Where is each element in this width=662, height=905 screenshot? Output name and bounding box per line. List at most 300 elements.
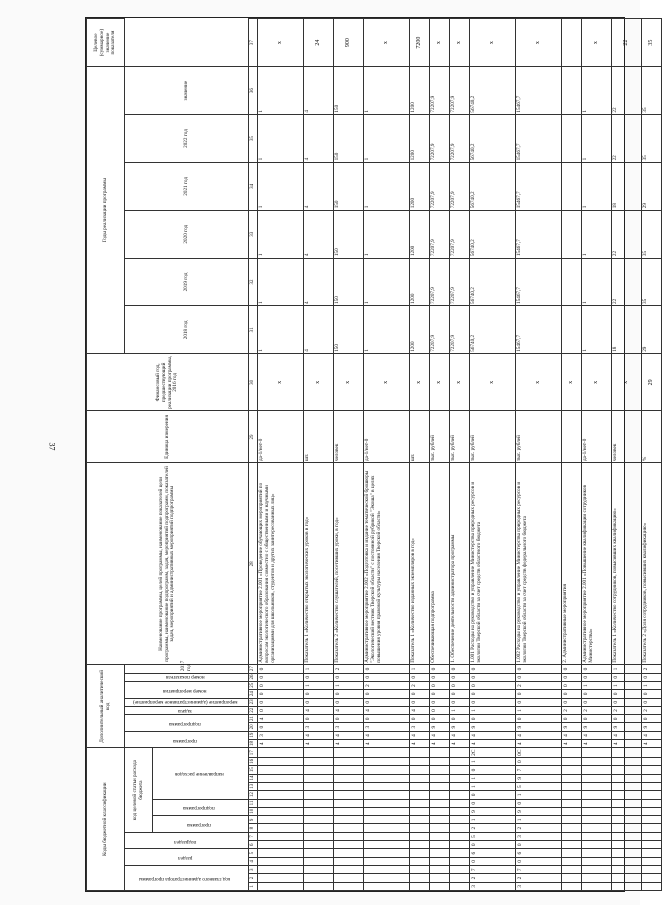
column-number: 36 <box>249 67 258 115</box>
code-digit <box>409 857 429 865</box>
row-year-value: 1 <box>363 115 409 163</box>
code-digit <box>611 766 641 774</box>
row-year-value: 1 <box>257 210 303 258</box>
code-digit <box>561 748 581 758</box>
code-digit <box>257 857 303 865</box>
column-number: 1 <box>249 882 258 890</box>
column-number: 22 <box>249 706 258 714</box>
column-number: 33 <box>249 210 258 258</box>
column-number: 23 <box>249 698 258 706</box>
code-digit: 0 <box>611 673 641 681</box>
column-number: 13 <box>249 782 258 790</box>
code-digit <box>429 874 449 882</box>
code-digit: 2 <box>363 681 409 689</box>
code-digit <box>449 782 469 790</box>
code-digit <box>409 799 429 807</box>
code-digit: 0 <box>581 698 611 706</box>
page-number: 37 <box>47 442 57 451</box>
code-digit: 4 <box>429 740 449 748</box>
code-digit <box>409 748 429 758</box>
row-year-value: 15467,7 <box>515 258 561 306</box>
code-digit: 9 <box>561 723 581 731</box>
code-digit <box>303 791 333 799</box>
code-digit: 7 <box>515 866 561 874</box>
column-number: 12 <box>249 791 258 799</box>
code-digit: 9 <box>449 723 469 731</box>
code-digit: 0 <box>469 698 515 706</box>
column-number: 7 <box>249 832 258 840</box>
code-digit: 0 <box>641 690 661 698</box>
code-digit <box>641 799 661 807</box>
year-2020-header: 2020 год <box>125 210 249 258</box>
code-digit: 0 <box>257 690 303 698</box>
code-digit: 4 <box>611 731 641 739</box>
row-year-value: 56740,2 <box>469 67 515 115</box>
code-digit <box>257 791 303 799</box>
code-digit <box>449 841 469 849</box>
code-digit <box>641 774 661 782</box>
code-digit: 0 <box>581 690 611 698</box>
code-digit: 0 <box>257 698 303 706</box>
code-digit <box>409 824 429 832</box>
years-group-header: Годы реализации программы <box>87 67 125 354</box>
code-digit <box>581 807 611 815</box>
code-digit: 0 <box>429 715 449 723</box>
code-digit <box>409 791 429 799</box>
code-digit: 0 <box>469 799 515 807</box>
table-sheet <box>85 17 654 892</box>
row-year-value: 1 <box>257 67 303 115</box>
table-row <box>581 19 611 891</box>
row-year-value: 150 <box>333 115 363 163</box>
code-digit <box>581 882 611 890</box>
code-digit: 4 <box>333 731 363 739</box>
code-digit <box>257 766 303 774</box>
row-target-value: 22 <box>611 19 641 67</box>
code-digit <box>303 824 333 832</box>
code-digit: 2С <box>469 748 515 758</box>
row-year-value: 22 <box>611 67 641 115</box>
code-digit <box>611 849 641 857</box>
row-year-value <box>561 210 581 258</box>
code-digit <box>429 758 449 766</box>
code-digit <box>561 758 581 766</box>
column-number: 3 <box>249 866 258 874</box>
code-digit <box>641 748 661 758</box>
row-fin-year-value: x <box>257 354 303 411</box>
row-unit: человек <box>333 411 363 463</box>
row-year-value: 1 <box>257 306 303 354</box>
code-digit <box>429 866 449 874</box>
code-digit <box>257 816 303 824</box>
year-2021-header: 2021 год <box>125 162 249 210</box>
row-name: Показатель 1 «Количество сотрудников, повысивших квалификацию» <box>611 463 641 665</box>
code-digit <box>581 832 611 840</box>
code-digit: 0 <box>449 665 469 673</box>
code-digit <box>641 791 661 799</box>
subprogram-code-sub-header: подпрограмма <box>153 799 249 816</box>
budget-codes-header: Коды бюджетной классификации <box>87 748 125 891</box>
row-name: Административное мероприятие 2.001 «Повышение квалификации сотрудников Министерства» <box>581 463 611 665</box>
code-digit <box>581 824 611 832</box>
code-digit: 1 <box>641 681 661 689</box>
code-digit <box>257 824 303 832</box>
column-number: 34 <box>249 162 258 210</box>
column-number: 5 <box>249 849 258 857</box>
code-digit: 4 <box>581 740 611 748</box>
row-year-value: 72207,9 <box>429 115 449 163</box>
year-2018-header: 2018 год <box>125 306 249 354</box>
table-row <box>429 19 449 891</box>
code-digit: 0 <box>561 681 581 689</box>
code-digit <box>449 758 469 766</box>
code-digit: 0 <box>469 841 515 849</box>
code-digit <box>333 807 363 815</box>
code-digit <box>561 791 581 799</box>
code-digit <box>257 748 303 758</box>
code-digit <box>611 748 641 758</box>
row-target-value: 900 <box>333 19 363 67</box>
row-target-value: x <box>469 19 515 67</box>
code-digit: 9 <box>469 723 515 731</box>
row-year-value: 22 <box>611 115 641 163</box>
code-digit <box>409 849 429 857</box>
code-digit <box>429 824 449 832</box>
row-year-value: 150 <box>333 162 363 210</box>
code-digit <box>303 841 333 849</box>
code-digit: 0 <box>429 681 449 689</box>
code-digit: 1 <box>303 665 333 673</box>
row-year-value: 72207,9 <box>449 67 469 115</box>
code-digit <box>611 816 641 824</box>
code-digit <box>641 874 661 882</box>
code-digit <box>641 832 661 840</box>
rotated-table-container <box>86 18 654 891</box>
code-digit: 4 <box>469 740 515 748</box>
row-year-value: 35 <box>641 258 661 306</box>
code-digit: 2 <box>469 874 515 882</box>
row-year-value: 1200 <box>409 258 429 306</box>
row-unit: % <box>641 411 661 463</box>
code-digit <box>429 774 449 782</box>
program-code-header: Дополнительный аналитический код <box>87 665 125 748</box>
code-digit: 0 <box>257 723 303 731</box>
code-digit <box>581 816 611 824</box>
code-digit: 9 <box>581 723 611 731</box>
code-digit <box>561 874 581 882</box>
column-number: 37 <box>249 19 258 67</box>
subprogram-header: подпрограмма <box>125 715 249 732</box>
code-digit: 0 <box>515 715 561 723</box>
code-digit <box>611 841 641 849</box>
code-digit <box>561 782 581 790</box>
code-digit <box>641 766 661 774</box>
code-digit <box>363 857 409 865</box>
code-digit <box>409 766 429 774</box>
code-digit: 0С <box>515 748 561 758</box>
row-year-value: 1 <box>581 162 611 210</box>
code-digit <box>561 816 581 824</box>
code-digit <box>449 791 469 799</box>
row-target-value: x <box>515 19 561 67</box>
row-name: Показатель 2 «Доля сотрудников, повысивших квалификацию» <box>641 463 661 665</box>
code-digit: 4 <box>303 731 333 739</box>
code-digit <box>561 799 581 807</box>
row-name: Административное мероприятие 2.001 «Проведение обучающих мероприятий по вопросам экологического образования совместно с общественными и научными организациями для школьников, студентов и других заинтересованных лиц» <box>257 463 303 665</box>
column-number: 30 <box>249 354 258 411</box>
code-digit: 0 <box>449 673 469 681</box>
code-digit: 4 <box>257 715 303 723</box>
code-digit <box>409 832 429 840</box>
code-digit: 2 <box>515 681 561 689</box>
code-digit: 4 <box>449 731 469 739</box>
code-digit: 1 <box>515 706 561 714</box>
code-digit <box>641 782 661 790</box>
code-digit: 0 <box>429 690 449 698</box>
row-year-value: 29 <box>641 306 661 354</box>
code-digit <box>611 832 641 840</box>
code-digit <box>257 874 303 882</box>
row-target-value: x <box>363 19 409 67</box>
code-digit <box>429 791 449 799</box>
code-digit <box>333 832 363 840</box>
code-digit <box>363 799 409 807</box>
code-digit <box>257 849 303 857</box>
row-fin-year-value: x <box>333 354 363 411</box>
code-digit: 1 <box>469 816 515 824</box>
row-year-value: 56740,2 <box>469 162 515 210</box>
code-digit: 4 <box>303 706 333 714</box>
row-year-value <box>561 115 581 163</box>
code-digit <box>303 816 333 824</box>
code-digit <box>333 882 363 890</box>
code-digit <box>409 807 429 815</box>
column-number: 9 <box>249 816 258 824</box>
code-digit <box>409 816 429 824</box>
code-digit <box>449 882 469 890</box>
column-number: 21 <box>249 715 258 723</box>
code-digit: 0 <box>515 841 561 849</box>
code-digit <box>409 774 429 782</box>
row-unit: человек <box>611 411 641 463</box>
code-digit: 1 <box>333 681 363 689</box>
code-digit: 5 <box>469 832 515 840</box>
column-number: 28 <box>249 463 258 665</box>
code-digit <box>429 799 449 807</box>
code-digit: 0 <box>469 681 515 689</box>
code-digit: 4 <box>641 740 661 748</box>
code-digit: 3 <box>409 723 429 731</box>
column-number: 24 <box>249 690 258 698</box>
code-digit: 0 <box>469 857 515 865</box>
code-digit <box>449 849 469 857</box>
code-digit <box>561 849 581 857</box>
row-year-value: 1200 <box>409 67 429 115</box>
code-digit <box>333 782 363 790</box>
code-digit: 0 <box>515 857 561 865</box>
code-digit: 0 <box>469 673 515 681</box>
code-digit: 2 <box>515 824 561 832</box>
row-unit: да-1/нет-0 <box>581 411 611 463</box>
code-digit <box>641 816 661 824</box>
row-year-value: 1 <box>363 258 409 306</box>
code-digit: 0 <box>641 698 661 706</box>
code-digit <box>363 807 409 815</box>
row-unit: да-1/нет-0 <box>257 411 303 463</box>
row-year-value: 1 <box>257 162 303 210</box>
code-digit <box>561 841 581 849</box>
code-digit <box>611 782 641 790</box>
code-digit: 4 <box>515 740 561 748</box>
column-number: 17 <box>249 748 258 758</box>
code-digit: 4 <box>303 740 333 748</box>
code-digit: 0 <box>515 665 561 673</box>
code-digit <box>303 882 333 890</box>
row-year-value: 72207,9 <box>429 306 449 354</box>
code-digit <box>409 882 429 890</box>
code-digit: 1 <box>515 791 561 799</box>
code-digit: 0 <box>303 673 333 681</box>
code-digit <box>303 758 333 766</box>
row-name: 1.001 Расходы на руководство и управление Министерства природных ресурсов и экологии Тверской области за счет средств областного бюджета <box>469 463 515 665</box>
code-digit <box>561 832 581 840</box>
column-number: 27 <box>249 665 258 673</box>
code-digit: 0 <box>363 673 409 681</box>
code-digit: 1 <box>469 774 515 782</box>
code-digit <box>409 874 429 882</box>
code-digit <box>581 866 611 874</box>
column-number: 4 <box>249 857 258 865</box>
table-row <box>303 19 333 891</box>
naming-header: Наименование программы, целей программы, наименование показателей цели программы, наименование подпрограмм, задач, мероприятий подпрограмм, показателей задач, мероприятий и административных мероприятий подпрограммы <box>87 463 249 665</box>
code-digit: 9 <box>641 723 661 731</box>
row-unit <box>561 411 581 463</box>
code-digit: 2 <box>469 824 515 832</box>
code-digit: 0 <box>469 690 515 698</box>
row-name: Административное мероприятие 2.002 «Подготовка и издание тематической брошюры "Экологический вестник Тверской области" с постоянной рубрикой "Экоша" в целях повышения уровня правовой культуры населения Тверской области» <box>363 463 409 665</box>
column-number: 20 <box>249 723 258 731</box>
code-digit: 0 <box>429 665 449 673</box>
row-year-value: 22 <box>611 258 641 306</box>
code-digit: 1 <box>611 681 641 689</box>
code-digit: 0 <box>469 766 515 774</box>
row-fin-year-value: x <box>611 354 641 411</box>
code-digit: 4 <box>449 740 469 748</box>
code-digit <box>303 774 333 782</box>
code-digit <box>611 866 641 874</box>
code-digit <box>303 874 333 882</box>
row-year-value: 22 <box>611 210 641 258</box>
code-digit <box>581 799 611 807</box>
code-digit <box>611 882 641 890</box>
row-year-value: 15467,7 <box>515 306 561 354</box>
row-unit: да-1/нет-0 <box>363 411 409 463</box>
code-digit <box>611 857 641 865</box>
row-target-value: x <box>581 19 611 67</box>
row-year-value <box>561 306 581 354</box>
code-digit: 0 <box>561 698 581 706</box>
code-digit: 4 <box>561 731 581 739</box>
target-item-header: код целевой статьи расхода бюджета <box>125 748 153 832</box>
code-digit: 0 <box>469 715 515 723</box>
code-digit <box>449 774 469 782</box>
code-digit: 2 <box>515 874 561 882</box>
code-digit <box>363 766 409 774</box>
code-digit: 0 <box>303 698 333 706</box>
code-digit: 1 <box>611 665 641 673</box>
code-digit <box>561 824 581 832</box>
code-digit <box>611 824 641 832</box>
code-digit: 6 <box>515 849 561 857</box>
code-digit <box>257 841 303 849</box>
code-digit: 4 <box>409 706 429 714</box>
code-digit <box>333 857 363 865</box>
code-digit: 0 <box>469 791 515 799</box>
code-digit <box>429 807 449 815</box>
column-number: 2 <box>249 874 258 882</box>
code-digit <box>611 874 641 882</box>
row-name: Показатель 2 «Количество слушателей, посетивших уроки, в год» <box>333 463 363 665</box>
code-digit <box>409 758 429 766</box>
code-digit <box>429 748 449 758</box>
row-year-value: 1200 <box>409 115 429 163</box>
column-numbers-row <box>249 19 258 891</box>
code-digit <box>363 882 409 890</box>
code-digit <box>429 857 449 865</box>
row-fin-year-value: x <box>409 354 429 411</box>
code-digit <box>333 849 363 857</box>
code-digit: 9 <box>469 807 515 815</box>
code-digit <box>409 782 429 790</box>
row-year-value: 1 <box>581 67 611 115</box>
table-row <box>257 19 303 891</box>
code-digit <box>429 882 449 890</box>
direction-header: направление расходов <box>153 748 249 799</box>
code-digit: 3 <box>515 882 561 890</box>
row-year-value <box>561 67 581 115</box>
row-target-value: x <box>429 19 449 67</box>
code-digit <box>333 874 363 882</box>
row-year-value: 72207,9 <box>429 162 449 210</box>
code-digit <box>641 857 661 865</box>
row-year-value: 15467,7 <box>515 115 561 163</box>
code-digit: 4 <box>581 731 611 739</box>
code-digit: 0 <box>515 698 561 706</box>
code-digit <box>449 866 469 874</box>
code-digit: 0 <box>363 715 409 723</box>
row-year-value: 1 <box>581 306 611 354</box>
table-row <box>561 19 581 891</box>
code-digit <box>333 816 363 824</box>
row-year-value: 1 <box>363 162 409 210</box>
column-number: 31 <box>249 306 258 354</box>
code-digit <box>641 758 661 766</box>
row-year-value: 4 <box>303 306 333 354</box>
code-digit: 4 <box>363 731 409 739</box>
code-digit <box>581 841 611 849</box>
row-year-value: 56740,2 <box>469 210 515 258</box>
code-digit: 4 <box>363 740 409 748</box>
row-year-value: 1200 <box>409 210 429 258</box>
row-year-value <box>561 162 581 210</box>
task-header: задача <box>125 706 249 714</box>
code-digit: 0 <box>561 715 581 723</box>
year-2019-header: 2019 год <box>125 258 249 306</box>
code-digit: 0 <box>449 698 469 706</box>
column-number: 25 <box>249 681 258 689</box>
code-digit: 1 <box>303 681 333 689</box>
code-digit: 0 <box>515 673 561 681</box>
